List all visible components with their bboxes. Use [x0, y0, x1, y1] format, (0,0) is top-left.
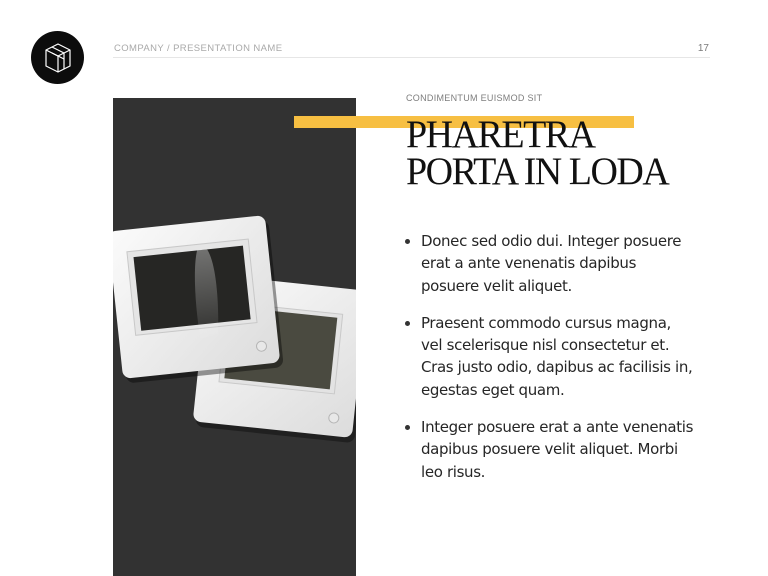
bullet-text: Integer posuere erat a ante venenatis dapibus posuere velit aliquet. Morbi leo risus. — [421, 418, 694, 481]
slide-title — [406, 112, 746, 194]
company-logo — [31, 31, 84, 84]
bullet-text: Praesent commodo cursus magna, vel scelerisque nisl consectetur et. Cras justo odio, dapibus ac facilisis in, egestas eget quam. — [421, 313, 693, 399]
bullet-item — [405, 312, 695, 401]
page-number: 17 — [697, 43, 709, 54]
presentation-name: COMPANY / PRESENTATION NAME — [114, 43, 283, 54]
bullet-text: Donec sed odio dui. Integer posuere erat a ante venenatis dapibus posuere velit aliquet. — [421, 232, 682, 295]
front-slide — [113, 215, 284, 384]
cube-outline-icon — [43, 42, 73, 74]
photo-slides-image — [113, 98, 356, 576]
header-divider — [113, 57, 710, 58]
bullet-dot-icon — [405, 425, 410, 430]
slide-subtitle: CONDIMENTUM EUISMOD SIT — [406, 93, 543, 103]
bullet-dot-icon — [405, 321, 410, 326]
bullet-item — [405, 230, 695, 297]
bullet-item — [405, 416, 695, 483]
bullet-dot-icon — [405, 239, 410, 244]
bullet-list — [405, 230, 695, 498]
title-line: PHARETRA — [406, 112, 595, 157]
title-line: PORTA IN LODA — [406, 149, 669, 194]
